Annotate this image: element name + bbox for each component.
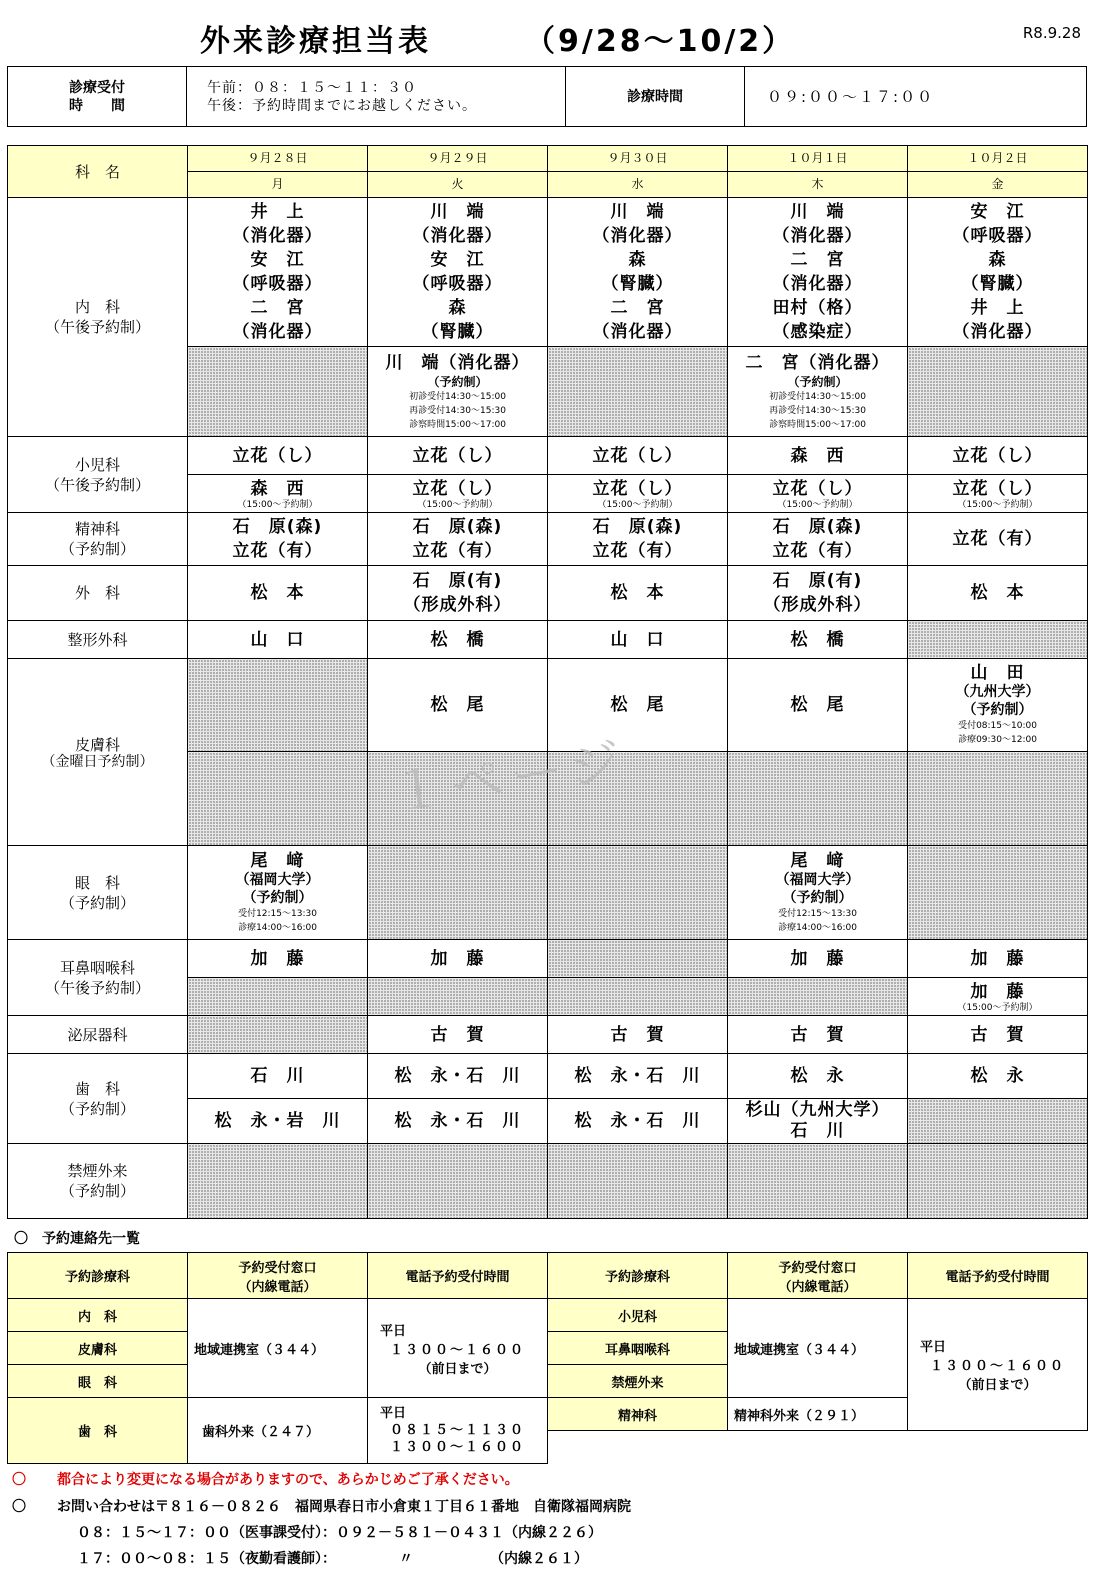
shoni-pm-thu: 立花（し） （15:00～予約制） [728,475,908,513]
seikei-thu: 松 橋 [728,621,908,659]
seikei-tue: 松 橋 [368,621,548,659]
consult-label: 診療時間 [566,67,745,127]
jibi-tue: 加 藤 [368,940,548,978]
hifu-pm-fri [908,752,1088,846]
geka-mon: 松 本 [188,566,368,621]
shika-fri: 松 永 [908,1054,1088,1099]
inquiry-line-day: ０８：１５～１７：００（医事課受付）：０９２－５８１－０４３１（内線２２６） [77,1525,602,1541]
shika-pm-wed: 松 永・石 川 [548,1099,728,1144]
naika-pm-thu: 二 宮（消化器） （予約制） 初診受付14:30～15:00 再診受付14:30～15:30 診察時間15:00～17:00 [728,347,908,437]
naika-thu: 川 端 （消化器） 二 宮 （消化器） 田村（格） （感染症） [728,198,908,347]
naika-pm-mon [188,347,368,437]
shika-thu: 松 永 [728,1054,908,1099]
shika-tue: 松 永・石 川 [368,1054,548,1099]
hinyo-wed: 古 賀 [548,1016,728,1054]
contact-dept-naika: 内 科 [8,1299,188,1332]
weekday-tue: 火 [368,172,548,198]
dept-ganka: 眼 科 （予約制） [8,846,188,940]
dept-header: 科 名 [8,146,188,198]
weekday-thu: 木 [728,172,908,198]
seishin-thu: 石 原(森) 立花（有） [728,513,908,566]
contact-dept-ganka: 眼 科 [8,1365,188,1398]
date-thu: １０月１日 [728,146,908,172]
contact-time-shika: 平日 ０８１５～１１３０ １３００～１６００ [368,1398,548,1464]
hifu-wed: 松 尾 [548,659,728,752]
naika-pm-tue: 川 端（消化器） （予約制） 初診受付14:30～15:00 再診受付14:30～15:30 診察時間15:00～17:00 [368,347,548,437]
hifu-thu: 松 尾 [728,659,908,752]
shoni-tue: 立花（し） [368,437,548,475]
inquiry-notice: 〇 お問い合わせは〒８１６－０８２６ 福岡県春日市小倉東１丁目６１番地 自衛隊福岡病院 [12,1499,631,1515]
shika-pm-fri [908,1099,1088,1144]
ganka-fri [908,846,1088,940]
reception-times: 午前：０８：１５～１１：３０ 午後：予約時間までにお越しください。 [187,67,566,127]
change-notice: 〇 都合により変更になる場合がありますので、あらかじめご了承ください。 [12,1472,519,1488]
naika-wed: 川 端 （消化器） 森 （腎臓） 二 宮 （消化器） [548,198,728,347]
contact-h-time-left: 電話予約受付時間 [368,1253,548,1299]
hifu-fri: 山 田 （九州大学） （予約制） 受付08:15～10:00 診療09:30～12:00 [908,659,1088,752]
shika-pm-mon: 松 永・岩 川 [188,1099,368,1144]
contact-h-time-right: 電話予約受付時間 [908,1253,1088,1299]
hifu-pm-mon [188,752,368,846]
weekday-fri: 金 [908,172,1088,198]
naika-pm-wed [548,347,728,437]
contact-time-right: 平日 １３００～１６００ （前日まで） [908,1299,1088,1431]
dept-hinyo: 泌尿器科 [8,1016,188,1054]
contact-dept-hifu: 皮膚科 [8,1332,188,1365]
inquiry-line-night: １７：００～０８：１５（夜勤看護師）： 〃 （内線２６１） [77,1551,588,1567]
contact-time-left: 平日 １３００～１６００ （前日まで） [368,1299,548,1398]
hinyo-mon [188,1016,368,1054]
ganka-tue [368,846,548,940]
shoni-fri: 立花（し） [908,437,1088,475]
jibi-pm-mon [188,978,368,1016]
hifu-pm-thu [728,752,908,846]
contact-dept-kinen: 禁煙外来 [548,1365,728,1398]
seishin-wed: 石 原(森) 立花（有） [548,513,728,566]
geka-tue: 石 原(有) （形成外科） [368,566,548,621]
shika-pm-thu: 杉山（九州大学） 石 川 [728,1099,908,1144]
kinen-fri [908,1144,1088,1219]
seishin-fri: 立花（有） [908,513,1088,566]
kinen-thu [728,1144,908,1219]
shoni-pm-wed: 立花（し） （15:00～予約制） [548,475,728,513]
shoni-mon: 立花（し） [188,437,368,475]
dept-hifu: 皮膚科 （金曜日予約制） [8,659,188,846]
contact-h-dept-left: 予約診療科 [8,1253,188,1299]
kinen-mon [188,1144,368,1219]
naika-mon: 井 上 （消化器） 安 江 （呼吸器） 二 宮 （消化器） [188,198,368,347]
ganka-thu: 尾 﨑 （福岡大学） （予約制） 受付12:15～13:30 診療14:00～16:00 [728,846,908,940]
jibi-pm-fri: 加 藤 （15:00～予約制） [908,978,1088,1016]
jibi-thu: 加 藤 [728,940,908,978]
contact-window-right: 地域連携室（３４４） [728,1299,908,1398]
contact-blank [548,1431,1088,1464]
geka-fri: 松 本 [908,566,1088,621]
hinyo-fri: 古 賀 [908,1016,1088,1054]
dept-jibi: 耳鼻咽喉科 （午後予約制） [8,940,188,1016]
contact-window-seishin: 精神科外来（２９１） [728,1398,908,1431]
seikei-wed: 山 口 [548,621,728,659]
page-watermark: １ページ [387,731,633,825]
shoni-pm-fri: 立花（し） （15:00～予約制） [908,475,1088,513]
contact-h-dept-right: 予約診療科 [548,1253,728,1299]
seishin-mon: 石 原(森) 立花（有） [188,513,368,566]
jibi-mon: 加 藤 [188,940,368,978]
jibi-pm-wed [548,978,728,1016]
contact-dept-shika: 歯 科 [8,1398,188,1464]
shika-mon: 石 川 [188,1054,368,1099]
date-fri: １０月２日 [908,146,1088,172]
date-mon: ９月２８日 [188,146,368,172]
contact-dept-jibi: 耳鼻咽喉科 [548,1332,728,1365]
dept-shoni: 小児科 （午後予約制） [8,437,188,513]
shoni-wed: 立花（し） [548,437,728,475]
naika-fri: 安 江 （呼吸器） 森 （腎臓） 井 上 （消化器） [908,198,1088,347]
hours-table [7,66,1087,127]
hifu-mon [188,659,368,752]
shoni-pm-mon: 森 西 （15:00～予約制） [188,475,368,513]
date-wed: ９月３０日 [548,146,728,172]
dept-seikei: 整形外科 [8,621,188,659]
reception-label: 診療受付 時 間 [8,67,187,127]
jibi-wed [548,940,728,978]
ganka-wed [548,846,728,940]
contact-h-window-right: 予約受付窓口 （内線電話） [728,1253,908,1299]
shoni-pm-tue: 立花（し） （15:00～予約制） [368,475,548,513]
shika-pm-tue: 松 永・石 川 [368,1099,548,1144]
contacts-table [7,1252,1088,1464]
weekday-wed: 水 [548,172,728,198]
date-tue: ９月２９日 [368,146,548,172]
dept-seishin: 精神科 （予約制） [8,513,188,566]
contacts-heading: 〇 予約連絡先一覧 [14,1231,140,1247]
kinen-tue [368,1144,548,1219]
kinen-wed [548,1144,728,1219]
contact-dept-seishin: 精神科 [548,1398,728,1431]
dept-kinen: 禁煙外来 （予約制） [8,1144,188,1219]
geka-wed: 松 本 [548,566,728,621]
hifu-tue: 松 尾 [368,659,548,752]
seishin-tue: 石 原(森) 立花（有） [368,513,548,566]
revision-label: R8.9.28 [1022,24,1081,42]
schedule-table [7,145,1088,1219]
jibi-pm-thu [728,978,908,1016]
contact-window-shika: 歯科外来（２４７） [188,1398,368,1464]
jibi-pm-tue [368,978,548,1016]
ganka-mon: 尾 﨑 （福岡大学） （予約制） 受付12:15～13:30 診療14:00～16:00 [188,846,368,940]
contact-h-window-left: 予約受付窓口 （内線電話） [188,1253,368,1299]
consult-time: ０９:００～１７:００ [745,67,1087,127]
naika-tue: 川 端 （消化器） 安 江 （呼吸器） 森 （腎臓） [368,198,548,347]
hinyo-tue: 古 賀 [368,1016,548,1054]
shoni-thu: 森 西 [728,437,908,475]
contact-dept-shoni: 小児科 [548,1299,728,1332]
contact-window-left: 地域連携室（３４４） [188,1299,368,1398]
jibi-fri: 加 藤 [908,940,1088,978]
dept-shika: 歯 科 （予約制） [8,1054,188,1144]
weekday-mon: 月 [188,172,368,198]
shika-wed: 松 永・石 川 [548,1054,728,1099]
seikei-fri [908,621,1088,659]
naika-pm-fri [908,347,1088,437]
title-period: （9/28～10/2） [525,24,796,59]
dept-naika: 内 科 （午後予約制） [8,198,188,437]
seikei-mon: 山 口 [188,621,368,659]
dept-geka: 外 科 [8,566,188,621]
title-main: 外来診療担当表 [200,24,431,59]
hinyo-thu: 古 賀 [728,1016,908,1054]
geka-thu: 石 原(有) （形成外科） [728,566,908,621]
